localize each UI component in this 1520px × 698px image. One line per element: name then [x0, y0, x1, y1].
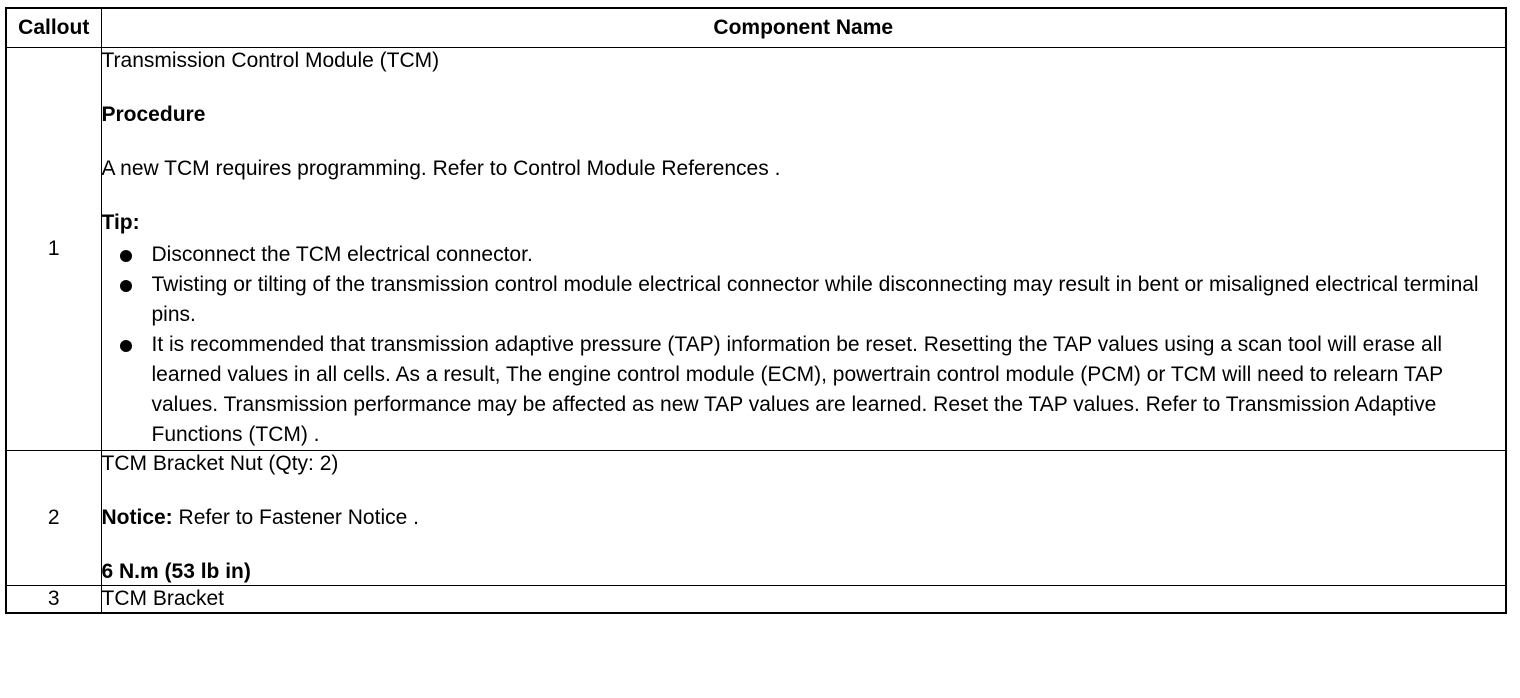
- procedure-text: A new TCM requires programming. Refer to Control Module References .: [101, 157, 781, 180]
- notice-label: Notice:: [101, 506, 173, 529]
- table-row: [6, 451, 1506, 586]
- tip-list: [102, 240, 1506, 450]
- callout-number: 3: [6, 586, 101, 614]
- component-description: [101, 48, 1506, 451]
- notice-text: Refer to Fastener Notice .: [172, 506, 419, 529]
- tip-text: Twisting or tilting of the transmission control module electrical connector while disconnecting may result in bent or misaligned electrical terminal pins.: [151, 273, 1479, 326]
- tip-text: It is recommended that transmission adaptive pressure (TAP) information be reset. Resetting the TAP values using a scan tool will erase all learned values in all cells. As a result, The engine control module (ECM), powertrain control module (PCM) or TCM will need to relearn TAP values. Transmission performance may be affected as new TAP values are learned. Reset the TAP values. Refer to Transmission Adaptive Functions (TCM) .: [151, 333, 1443, 446]
- bullet-icon: [120, 280, 132, 292]
- callout-number: 1: [6, 48, 101, 451]
- component-title: TCM Bracket: [101, 586, 1506, 614]
- component-description: [101, 451, 1506, 586]
- component-title: Transmission Control Module (TCM): [101, 49, 440, 72]
- header-component-name: Component Name: [101, 8, 1506, 48]
- component-title: TCM Bracket Nut (Qty: 2): [101, 452, 339, 475]
- table-row: [6, 586, 1506, 614]
- procedure-label: Procedure: [101, 103, 206, 126]
- list-item: [102, 240, 1506, 270]
- bullet-icon: [120, 250, 132, 262]
- list-item: [102, 330, 1506, 450]
- component-table-container: [5, 7, 1505, 614]
- table-header-row: [6, 8, 1506, 48]
- list-item: [102, 270, 1506, 330]
- callout-number: 2: [6, 451, 101, 586]
- header-callout: Callout: [6, 8, 101, 48]
- notice-line: [102, 505, 1506, 531]
- tip-label: Tip:: [101, 211, 140, 234]
- component-table: [5, 7, 1507, 614]
- torque-spec: 6 N.m (53 lb in): [101, 560, 251, 583]
- bullet-icon: [120, 340, 132, 352]
- table-row: [6, 48, 1506, 451]
- tip-text: Disconnect the TCM electrical connector.: [151, 243, 533, 266]
